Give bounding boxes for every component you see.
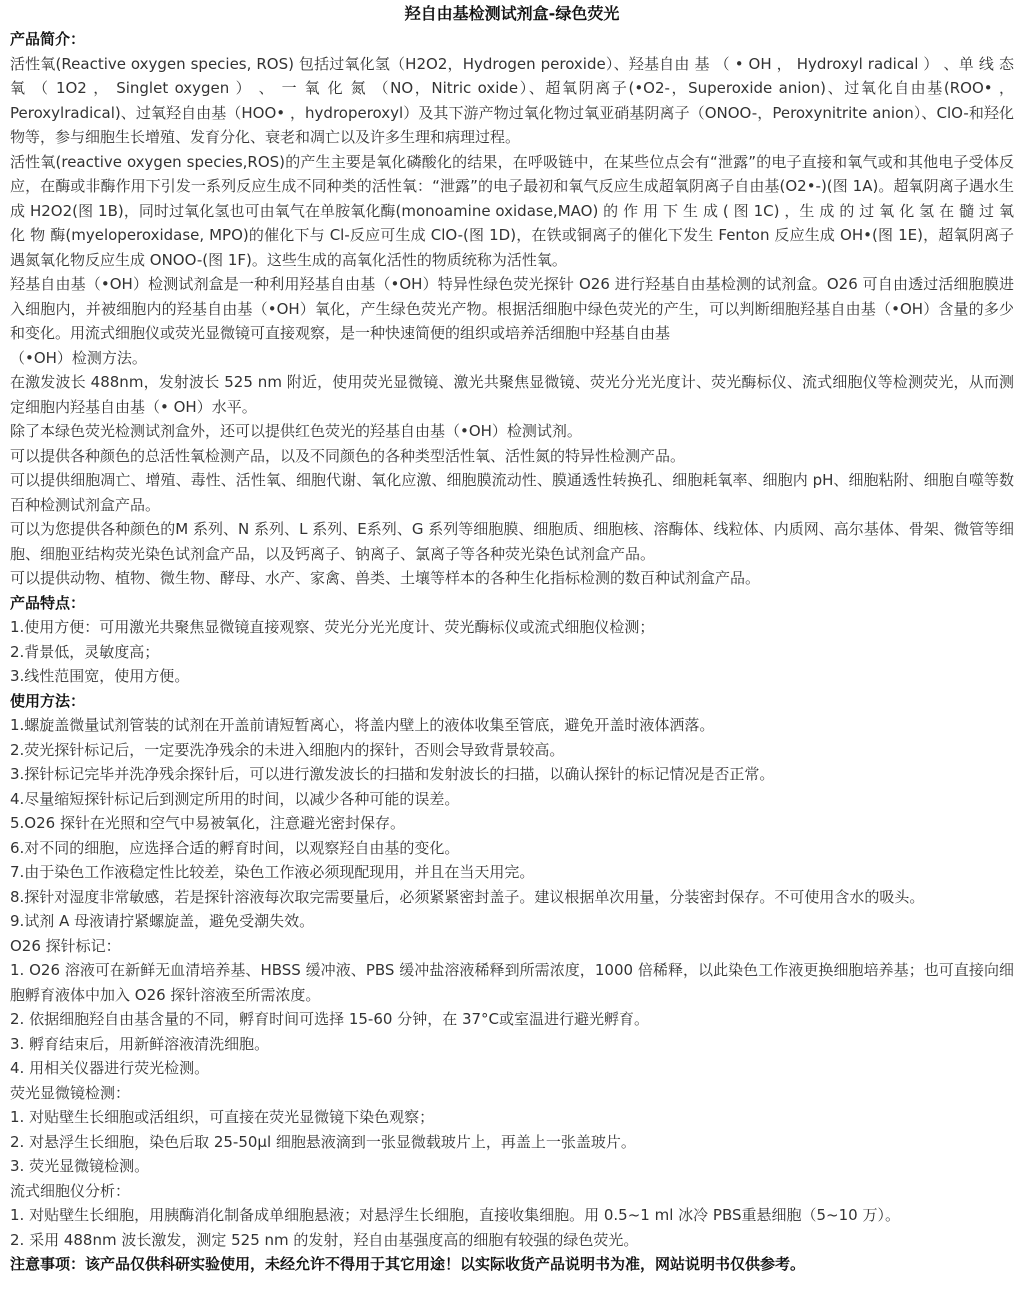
intro-heading: 产品简介： <box>10 30 86 48</box>
probe-step: 4. 用相关仪器进行荧光检测。 <box>10 1059 210 1077</box>
usage-item: 8.探针对湿度非常敏感，若是探针溶液每次取完需要量后，必须紧紧密封盖子。建议根据单次用量，分装密封保存。不可使用含水的吸头。 <box>10 887 925 906</box>
intro-paragraph: 可以提供细胞凋亡、增殖、毒性、活性氧、细胞代谢、氧化应激、细胞膜流动性、膜通透性转换孔、细胞耗氧率、细胞内 pH、细胞粘附、细胞自噬等数百种检测试剂盒产品。 <box>10 471 1014 514</box>
intro-paragraph: 可以为您提供各种颜色的M 系列、N 系列、L 系列、E系列、G 系列等细胞膜、细胞质、细胞核、溶酶体、线粒体、内质网、高尔基体、骨架、微管等细胞、细胞亚结构荧光染色试剂盒产品，以及钙离子、钠离子、氯离子等各种荧光染色试剂盒产品。 <box>10 520 1014 563</box>
microscopy-heading: 荧光显微镜检测： <box>10 1083 131 1102</box>
feature-item: 2.背景低，灵敏度高； <box>10 642 160 661</box>
usage-item: 6.对不同的细胞，应选择合适的孵育时间，以观察羟自由基的变化。 <box>10 838 460 857</box>
flow-step: 1. 对贴壁生长细胞，用胰酶消化制备成单细胞悬液；对悬浮生长细胞，直接收集细胞。用 0.5~1 ml 冰冷 PBS重悬细胞（5~10 万）。 <box>10 1206 900 1224</box>
usage-item: 3.探针标记完毕并洗净残余探针后，可以进行激发波长的扫描和发射波长的扫描，以确认探针的标记情况是否正常。 <box>10 765 775 783</box>
flow-heading: 流式细胞仪分析： <box>10 1181 131 1200</box>
usage-heading: 使用方法： <box>10 691 86 710</box>
features-heading: 产品特点： <box>10 593 86 612</box>
document-page <box>0 2 1024 1277</box>
intro-paragraph: 在激发波长 488nm，发射波长 525 nm 附近，使用荧光显微镜、激光共聚焦显微镜、荧光分光光度计、荧光酶标仪、流式细胞仪等检测荧光，从而测定细胞内羟基自由基（• OH）水平。 <box>10 373 1014 416</box>
intro-paragraph: （•OH）检测方法。 <box>10 348 147 367</box>
intro-paragraph: 活性氧(reactive oxygen species,ROS)的产生主要是氧化磷酸化的结果，在呼吸链中，在某些位点会有“泄露”的电子直接和氧气或和其他电子受体反应，在酶或非酶作用下引发一系列反应生成不同种类的活性氧：“泄露”的电子最初和氧气反应生成超氧阴离子自由基(O2•-)(图 1A)。超氧阴离子遇水生成 H2O2(图 1B)，同时过氧化氢也可由氧气在单胺氧化酶(monoamine oxidase,MAO) 的 作 用 下 生 成 ( 图 1C) ，生 成 的 过 氧 化 氢 在 髓 过 氧 化 物 酶(myeloperoxidase, MPO)的催化下与 Cl-反应可生成 ClO-(图 1D)，在铁或铜离子的催化下发生 Fenton 反应生成 OH•(图 1E)，超氧阴离子遇氮氧化物反应生成 ONOO-(图 1F)。这些生成的高氧化活性的物质统称为活性氧。 <box>10 152 1014 269</box>
intro-paragraph: 可以提供动物、植物、微生物、酵母、水产、家禽、兽类、土壤等样本的各种生化指标检测的数百种试剂盒产品。 <box>10 569 761 587</box>
usage-item: 9.试剂 A 母液请拧紧螺旋盖，避免受潮失效。 <box>10 912 315 930</box>
intro-paragraph: 除了本绿色荧光检测试剂盒外，还可以提供红色荧光的羟基自由基（•OH）检测试剂。 <box>10 422 582 440</box>
flow-step: 2. 采用 488nm 波长激发，测定 525 nm 的发射，羟自由基强度高的细胞有较强的绿色荧光。 <box>10 1230 639 1249</box>
probe-step: 3. 孵育结束后，用新鲜溶液清洗细胞。 <box>10 1034 270 1053</box>
usage-item: 7.由于染色工作液稳定性比较差，染色工作液必须现配现用，并且在当天用完。 <box>10 863 535 881</box>
microscopy-step: 3. 荧光显微镜检测。 <box>10 1157 150 1175</box>
probe-step: 1. O26 溶液可在新鲜无血清培养基、HBSS 缓冲液、PBS 缓冲盐溶液稀释到所需浓度，1000 倍稀释，以此染色工作液更换细胞培养基；也可直接向细胞孵育液体中加入 O26 探针溶液至所需浓度。 <box>10 961 1014 1004</box>
microscopy-step: 1. 对贴壁生长细胞或活组织，可直接在荧光显微镜下染色观察； <box>10 1108 435 1126</box>
intro-paragraph: 羟基自由基（•OH）检测试剂盒是一种利用羟基自由基（•OH）特异性绿色荧光探针 O26 进行羟基自由基检测的试剂盒。O26 可自由透过活细胞膜进入细胞内，并被细胞内的羟基自由基（•OH）氧化，产生绿色荧光产物。根据活细胞中绿色荧光的产生，可以判断细胞羟基自由基（•OH）含量的多少和变化。用流式细胞仪或荧光显微镜可直接观察，是一种快速简便的组织或培养活细胞中羟基自由基 <box>10 275 1014 342</box>
page-title: 羟自由基检测试剂盒-绿色荧光 <box>404 4 620 23</box>
intro-paragraph: 活性氧(Reactive oxygen species, ROS) 包括过氧化氢（H2O2，Hydrogen peroxide）、羟基自由 基 （ • OH ， Hydroxyl radical ） 、单 线 态 氧 （ 1O2 ， Singlet oxygen ） 、 一 氧 化 氮 （NO，Nitric oxide）、超氧阴离子(•O2-，Superoxide anion)、过氧化自由基(ROO• ，Peroxylradical)、过氧羟自由基（HOO• ，hydroperoxyl）及其下游产物过氧化物过氧亚硝基阴离子（ONOO-，Peroxynitrite anion）、ClO-和羟化物等，参与细胞生长增殖、发育分化、衰老和凋亡以及许多生理和病理过程。 <box>10 54 1014 146</box>
probe-step: 2. 依据细胞羟自由基含量的不同，孵育时间可选择 15-60 分钟，在 37°C或室温进行避光孵育。 <box>10 1010 650 1028</box>
notice: 注意事项：该产品仅供科研实验使用，未经允许不得用于其它用途！以实际收货产品说明书为准，网站说明书仅供参考。 <box>10 1255 806 1273</box>
usage-item: 5.O26 探针在光照和空气中易被氧化，注意避光密封保存。 <box>10 814 405 832</box>
usage-item: 1.螺旋盖微量试剂管装的试剂在开盖前请短暂离心，将盖内壁上的液体收集至管底，避免开盖时液体洒落。 <box>10 716 715 734</box>
feature-item: 3.线性范围宽，使用方便。 <box>10 667 190 685</box>
usage-item: 2.荧光探针标记后，一定要洗净残余的未进入细胞内的探针，否则会导致背景较高。 <box>10 740 565 759</box>
probe-heading: O26 探针标记： <box>10 936 121 955</box>
usage-item: 4.尽量缩短探针标记后到测定所用的时间，以减少各种可能的误差。 <box>10 789 460 808</box>
microscopy-step: 2. 对悬浮生长细胞，染色后取 25-50μl 细胞悬液滴到一张显微载玻片上，再盖上一张盖玻片。 <box>10 1132 636 1151</box>
feature-item: 1.使用方便：可用激光共聚焦显微镜直接观察、荧光分光光度计、荧光酶标仪或流式细胞仪检测； <box>10 618 655 636</box>
intro-paragraph: 可以提供各种颜色的总活性氧检测产品，以及不同颜色的各种类型活性氧、活性氮的特异性检测产品。 <box>10 446 686 465</box>
